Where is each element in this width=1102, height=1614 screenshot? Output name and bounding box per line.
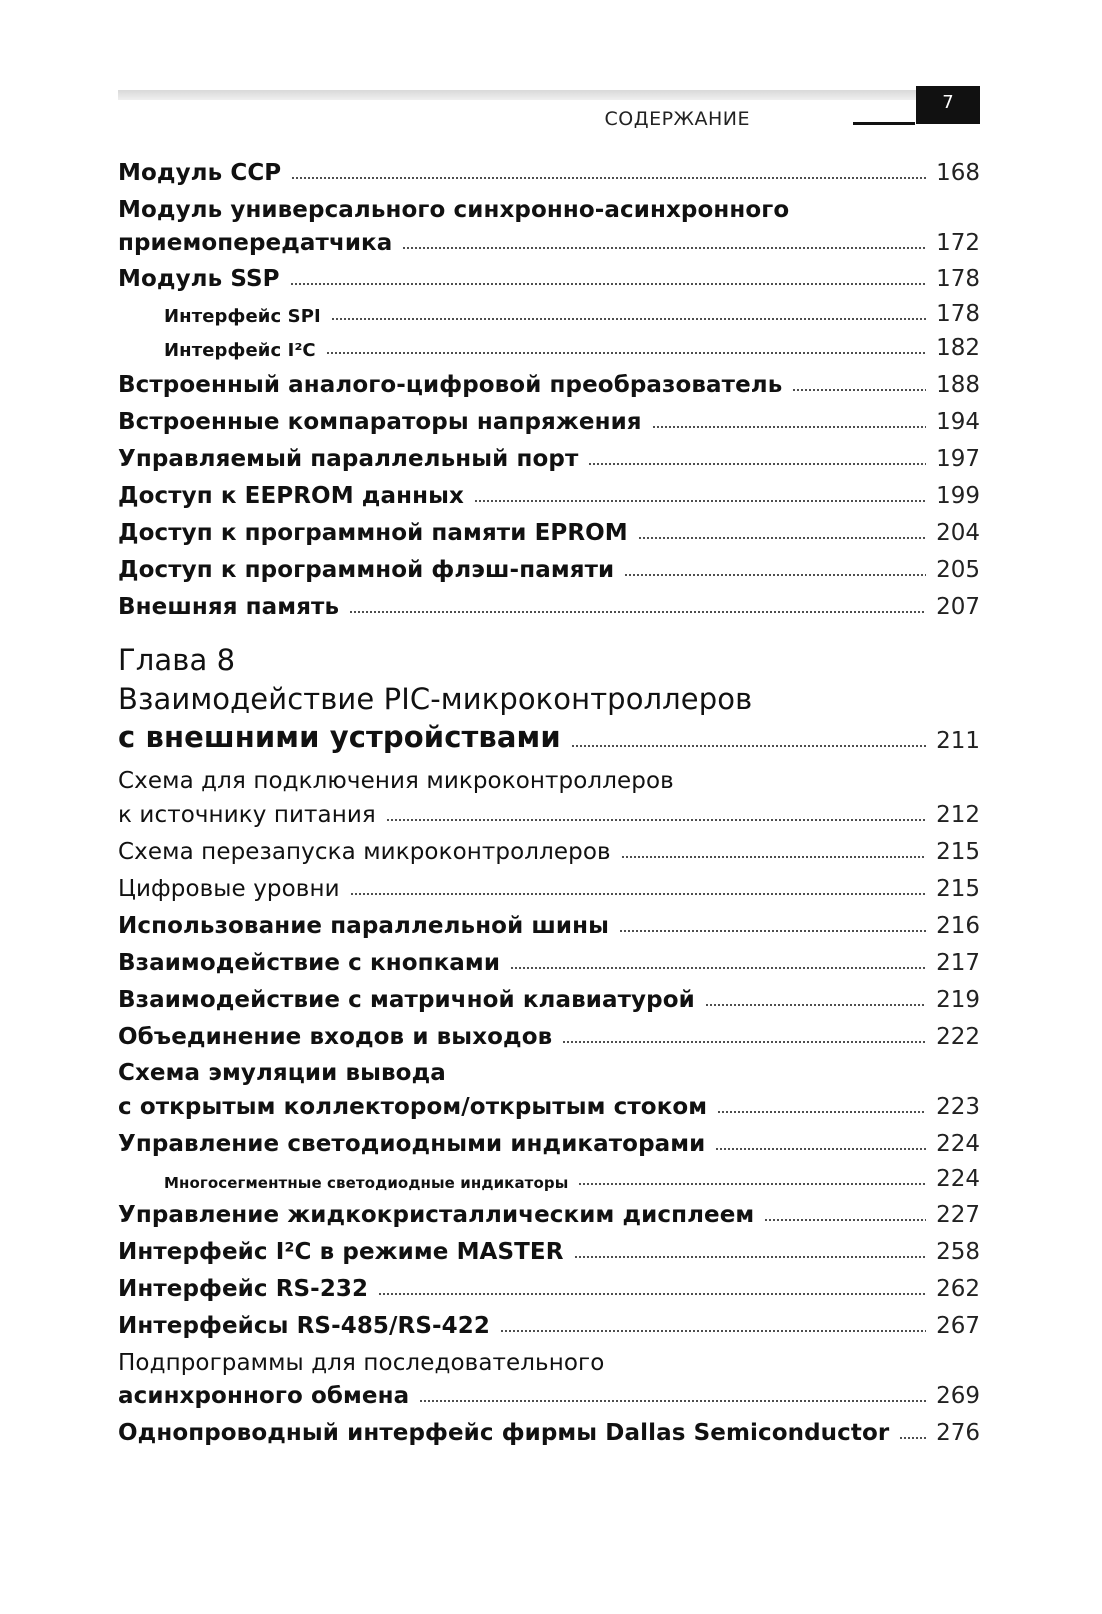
dot-leader [621,856,926,858]
dot-leader [378,1293,926,1295]
dot-leader [571,745,926,747]
toc-entry[interactable] [118,362,980,398]
toc-entry-page: 227 [936,1202,980,1228]
dot-leader [510,967,926,969]
toc-entry[interactable] [118,1373,980,1409]
toc-entry-title: Интерфейс I²C в режиме MASTER [118,1239,564,1265]
toc-entry-page: 178 [936,266,980,292]
chapter-title-line2[interactable] [118,718,980,754]
toc-entry[interactable] [118,584,980,620]
toc-entry-title: Модуль CCP [118,160,282,186]
dot-leader [562,1041,926,1043]
toc-entry-title: Однопроводный интерфейс фирмы Dallas Semiconductor [118,1420,890,1446]
toc-entry-page: 224 [936,1131,980,1157]
toc-entry[interactable] [118,1410,980,1446]
toc-entry-page: 204 [936,520,980,546]
toc-subentry[interactable] [164,1156,980,1192]
toc-entry-page: 212 [936,802,980,828]
dot-leader [652,426,926,428]
toc-entry[interactable] [118,1050,980,1086]
toc-entry-title: приемопередатчика [118,230,393,256]
toc-entry[interactable] [118,758,980,794]
toc-entry-title: Объединение входов и выходов [118,1024,553,1050]
toc-entry-title: Интерфейсы RS-485/RS-422 [118,1313,490,1339]
page-number: 7 [916,86,980,124]
toc-entry[interactable] [118,1303,980,1339]
header-band [118,90,980,100]
dot-leader [500,1330,926,1332]
toc-entry-title: Схема для подключения микроконтроллеров [118,768,674,794]
toc-entry-title: Модуль универсального синхронно-асинхронного [118,197,790,223]
chapter-title-text: с внешними устройствами [118,720,561,754]
toc-entry-title: Взаимодействие с кнопками [118,950,501,976]
toc-entry[interactable] [118,1340,980,1376]
toc-entry-title: Многосегментные светодиодные индикаторы [164,1174,569,1192]
toc-entry-title: Доступ к программной флэш-памяти [118,557,615,583]
dot-leader [574,1256,926,1258]
toc-entry[interactable] [118,220,980,256]
toc-entry[interactable] [118,829,980,865]
header-rule [853,122,915,125]
toc-entry[interactable] [118,1014,980,1050]
dot-leader [578,1183,926,1185]
toc-entry-title: Встроенный аналого-цифровой преобразователь [118,372,783,398]
toc-entry[interactable] [118,436,980,472]
toc-subentry[interactable] [164,291,980,327]
toc-entry-title: Цифровые уровни [118,876,340,902]
toc-entry-page: 207 [936,594,980,620]
toc-entry-title: Модуль SSP [118,266,280,292]
dot-leader [705,1004,926,1006]
toc-entry-page: 216 [936,913,980,939]
toc-entry-page: 197 [936,446,980,472]
toc-entry-title: Встроенные компараторы напряжения [118,409,642,435]
dot-leader [764,1219,926,1221]
chapter-label [118,641,980,677]
dot-leader [715,1148,926,1150]
toc-entry-page: 219 [936,987,980,1013]
toc-entry-page: 172 [936,230,980,256]
toc-entry-title: Интерфейс SPI [164,306,321,327]
dot-leader [291,177,926,179]
toc-entry-page: 217 [936,950,980,976]
toc-entry-title: Доступ к программной памяти EPROM [118,520,628,546]
toc-entry-title: асинхронного обмена [118,1383,410,1409]
toc-entry[interactable] [118,150,980,186]
toc-entry[interactable] [118,903,980,939]
toc-entry-page: 211 [936,728,980,754]
toc-entry-title: Внешняя память [118,594,340,620]
toc-entry-title: Схема эмуляции вывода [118,1060,446,1086]
toc-entry[interactable] [118,473,980,509]
toc-entry-title: Использование параллельной шины [118,913,610,939]
header-title: СОДЕРЖАНИЕ [604,108,750,130]
toc-entry-page: 224 [936,1166,980,1192]
dot-leader [386,819,926,821]
chapter-label-text: Глава 8 [118,643,236,677]
toc-entry[interactable] [118,792,980,828]
toc-entry-title: к источнику питания [118,802,376,828]
toc-entry[interactable] [118,1121,980,1157]
dot-leader [792,389,926,391]
toc-entry-title: с открытым коллектором/открытым стоком [118,1094,708,1120]
toc-entry-title: Интерфейс RS-232 [118,1276,369,1302]
dot-leader [402,247,926,249]
dot-leader [717,1111,926,1113]
toc-entry-page: 188 [936,372,980,398]
toc-entry-title: Взаимодействие с матричной клавиатурой [118,987,695,1013]
toc-entry[interactable] [118,977,980,1013]
toc-entry[interactable] [118,510,980,546]
dot-leader [638,537,926,539]
dot-leader [349,611,926,613]
chapter-title-line1[interactable] [118,680,980,716]
toc-entry-page: 194 [936,409,980,435]
toc-entry[interactable] [118,187,980,223]
toc-entry-title: Схема перезапуска микроконтроллеров [118,839,611,865]
toc-entry-page: 223 [936,1094,980,1120]
toc-entry-page: 222 [936,1024,980,1050]
dot-leader [290,283,926,285]
toc-subentry[interactable] [164,325,980,361]
toc-entry-title: Управляемый параллельный порт [118,446,579,472]
toc-entry-title: Управление светодиодными индикаторами [118,1131,706,1157]
dot-leader [619,930,926,932]
toc-entry[interactable] [118,1084,980,1120]
toc-entry-title: Управление жидкокристаллическим дисплеем [118,1202,755,1228]
toc-entry[interactable] [118,940,980,976]
toc-entry-page: 215 [936,876,980,902]
toc-entry[interactable] [118,256,980,292]
toc-entry-page: 215 [936,839,980,865]
toc-entry-title: Доступ к EEPROM данных [118,483,464,509]
toc-entry[interactable] [118,866,980,902]
toc-entry-page: 182 [936,335,980,361]
dot-leader [588,463,926,465]
running-header [118,90,980,130]
toc-entry-page: 262 [936,1276,980,1302]
toc-entry-page: 276 [936,1420,980,1446]
dot-leader [419,1400,926,1402]
toc-entry-page: 269 [936,1383,980,1409]
dot-leader [899,1437,926,1439]
toc-entry[interactable] [118,399,980,435]
toc-entry-page: 168 [936,160,980,186]
toc-entry-title: Подпрограммы для последовательного [118,1350,605,1376]
toc-entry-page: 178 [936,301,980,327]
toc-entry[interactable] [118,1229,980,1265]
toc-entry-page: 199 [936,483,980,509]
toc-entry-title: Интерфейс I²C [164,340,316,361]
chapter-title-text: Взаимодействие PIC-микроконтроллеров [118,682,753,716]
dot-leader [326,352,926,354]
toc-entry[interactable] [118,1192,980,1228]
toc-entry-page: 205 [936,557,980,583]
dot-leader [624,574,926,576]
toc-entry-page: 258 [936,1239,980,1265]
dot-leader [474,500,926,502]
dot-leader [331,318,926,320]
toc-entry-page: 267 [936,1313,980,1339]
toc-entry[interactable] [118,547,980,583]
toc-entry[interactable] [118,1266,980,1302]
dot-leader [350,893,926,895]
